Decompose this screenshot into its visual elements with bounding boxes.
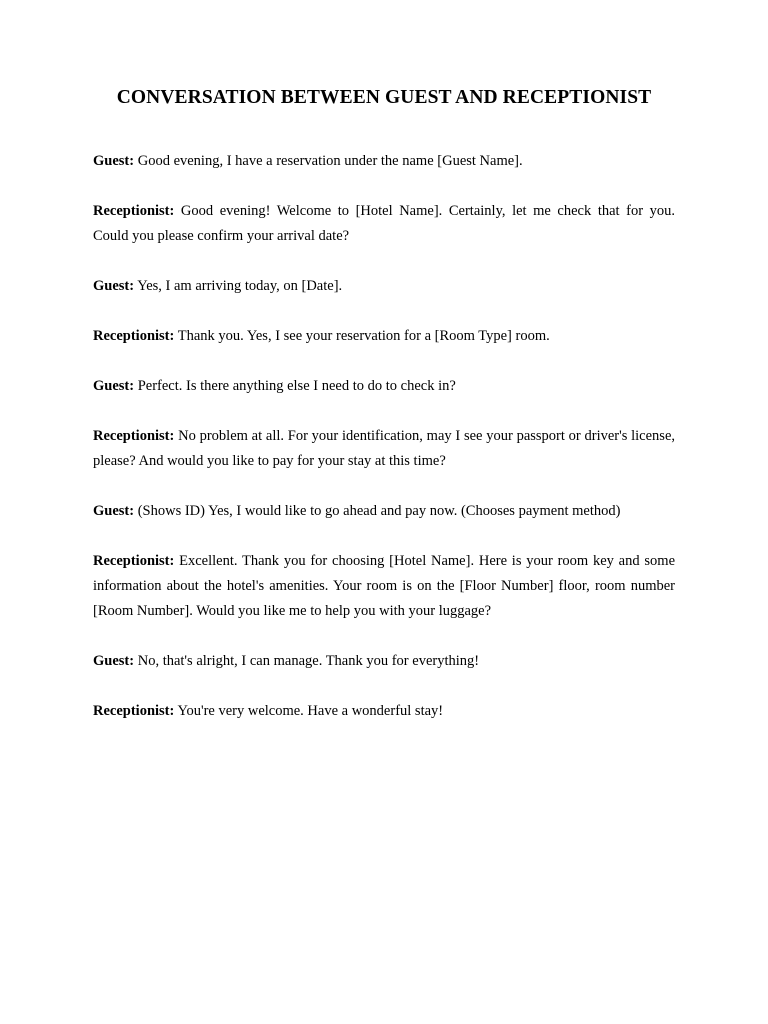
turn-text: Good evening! Welcome to [Hotel Name]. Certainly, let me check that for you. Could you please confirm your arrival date?: [93, 203, 675, 244]
speaker-label: Guest:: [93, 503, 135, 519]
speaker-label: Receptionist:: [93, 703, 175, 719]
dialogue-turn-receptionist: [93, 324, 675, 349]
speaker-label: Guest:: [93, 278, 135, 294]
speaker-label: Receptionist:: [93, 553, 175, 569]
dialogue-turn-guest: [93, 274, 675, 299]
speaker-label: Guest:: [93, 653, 135, 669]
turn-text: Good evening, I have a reservation under the name [Guest Name].: [137, 153, 523, 169]
speaker-label: Receptionist:: [93, 328, 175, 344]
turn-text: No problem at all. For your identification, may I see your passport or driver's license, please? And would you like to pay for your stay at this time?: [93, 428, 675, 469]
speaker-label: Receptionist:: [93, 203, 175, 219]
turn-text: No, that's alright, I can manage. Thank you for everything!: [137, 653, 480, 669]
dialogue-turn-receptionist: [93, 549, 675, 624]
speaker-label: Guest:: [93, 153, 135, 169]
dialogue-turn-guest: [93, 649, 675, 674]
turn-text: Perfect. Is there anything else I need to do to check in?: [137, 378, 456, 394]
speaker-label: Receptionist:: [93, 428, 175, 444]
turn-text: You're very welcome. Have a wonderful stay!: [177, 703, 444, 719]
dialogue: [93, 149, 675, 724]
turn-text: (Shows ID) Yes, I would like to go ahead and pay now. (Chooses payment method): [137, 503, 621, 519]
document-page: [93, 86, 675, 749]
dialogue-turn-guest: [93, 149, 675, 174]
document-title: CONVERSATION BETWEEN GUEST AND RECEPTIONIST: [116, 87, 652, 108]
dialogue-turn-guest: [93, 374, 675, 399]
dialogue-turn-receptionist: [93, 699, 675, 724]
dialogue-turn-receptionist: [93, 424, 675, 474]
turn-text: Yes, I am arriving today, on [Date].: [137, 278, 343, 294]
speaker-label: Guest:: [93, 378, 135, 394]
dialogue-turn-receptionist: [93, 199, 675, 249]
turn-text: Thank you. Yes, I see your reservation for a [Room Type] room.: [177, 328, 550, 344]
dialogue-turn-guest: [93, 499, 675, 524]
turn-text: Excellent. Thank you for choosing [Hotel Name]. Here is your room key and some information about the hotel's amenities. Your room is on the [Floor Number] floor, room number [Room Number]. Would you like me to help you with your luggage?: [93, 553, 676, 619]
